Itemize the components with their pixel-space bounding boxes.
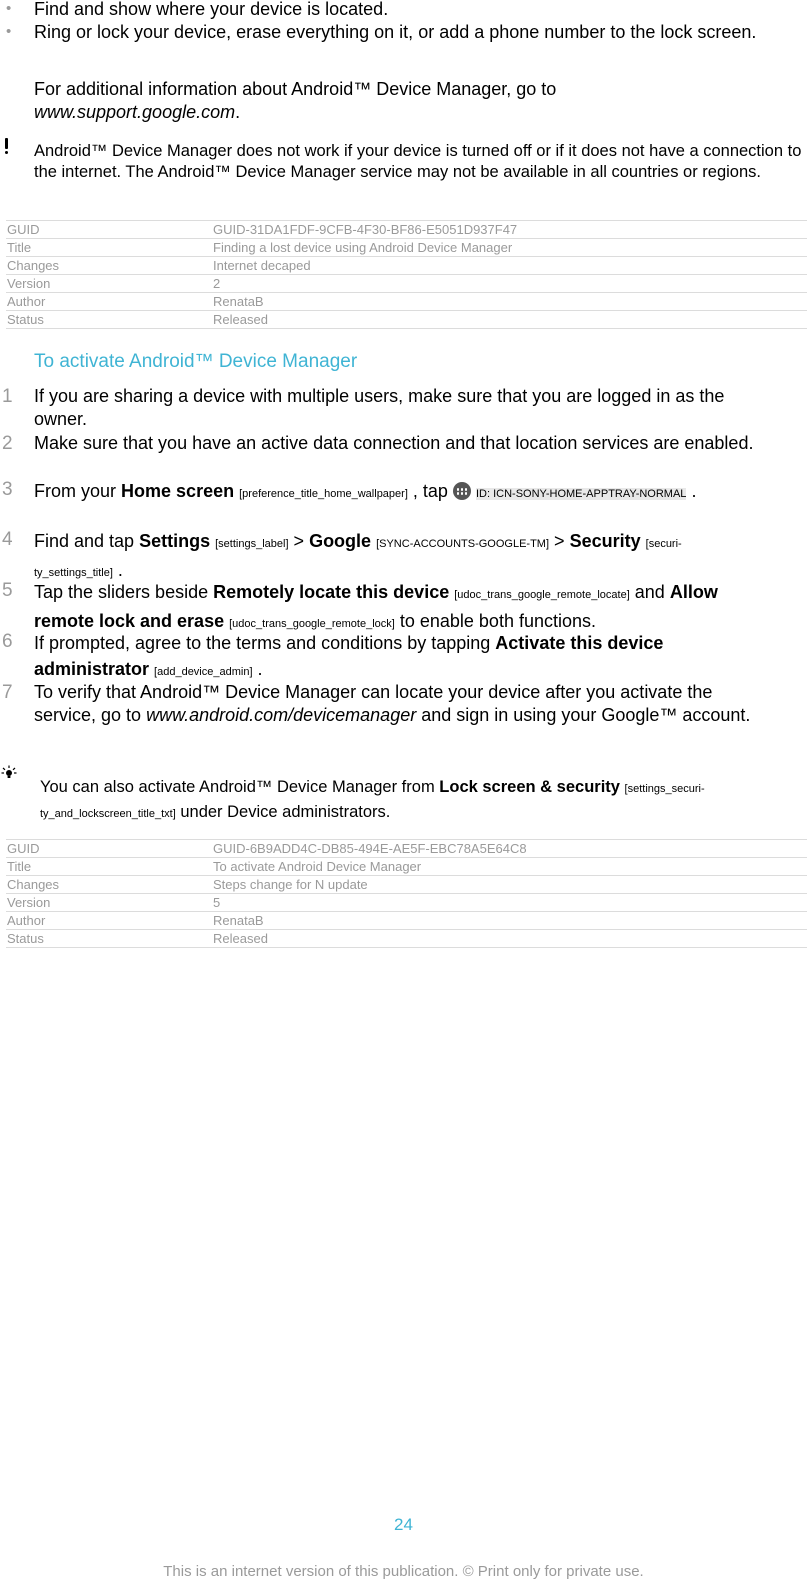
meta-key: Version	[6, 275, 212, 293]
lightbulb-icon	[1, 764, 17, 780]
path-separator: >	[293, 531, 305, 551]
step-3	[34, 478, 724, 507]
step-text: , tap	[412, 481, 448, 501]
settings-label: Settings	[139, 531, 211, 551]
meta-key: GUID	[6, 840, 212, 858]
meta-key: GUID	[6, 221, 212, 239]
activate-admin-label: Activate this device administrator	[34, 633, 664, 679]
section-heading: To activate Android™ Device Manager	[34, 351, 358, 372]
devicemanager-link[interactable]: www.android.com/devicemanager	[146, 705, 417, 725]
step-end: .	[257, 659, 263, 679]
app-tray-icon	[453, 482, 471, 500]
step-text: To verify that Android™ Device Manager can locate your device after you activate the service, go to	[34, 682, 713, 725]
meta-value: RenataB	[212, 293, 807, 311]
tip-note	[40, 776, 780, 826]
step-text: From your	[34, 481, 117, 501]
step-number: 2	[2, 433, 13, 454]
string-tag: [SYNC-ACCOUNTS-GOOGLE-TM]	[376, 538, 550, 550]
home-screen-label: Home screen	[121, 481, 235, 501]
string-tag: [settings_label]	[215, 538, 289, 550]
table-row	[6, 221, 807, 239]
meta-key: Title	[6, 239, 212, 257]
step-1: If you are sharing a device with multiple users, make sure that you are logged in as the owner.	[34, 386, 725, 429]
meta-value: 5	[212, 894, 807, 912]
step-number: 3	[2, 479, 13, 500]
step-end: .	[117, 560, 123, 580]
remote-lock-label: Allow remote lock and erase	[34, 582, 718, 631]
step-number: 6	[2, 631, 13, 652]
security-label: Security	[569, 531, 641, 551]
step-end: .	[691, 481, 697, 501]
meta-value: RenataB	[212, 912, 807, 930]
metadata-table	[6, 220, 807, 329]
bullet-marker: •	[6, 23, 12, 40]
meta-key: Version	[6, 894, 212, 912]
step-text: If prompted, agree to the terms and conditions by tapping	[34, 633, 491, 653]
table-row	[6, 293, 807, 311]
step-7	[34, 681, 764, 727]
string-tag: [securi-ty_settings_title]	[34, 538, 682, 579]
table-row	[6, 311, 807, 329]
step-number: 7	[2, 682, 13, 703]
meta-value: Internet decaped	[212, 257, 807, 275]
table-row	[6, 912, 807, 930]
step-number: 5	[2, 580, 13, 601]
string-tag: [preference_title_home_wallpaper]	[239, 488, 408, 500]
remote-locate-label: Remotely locate this device	[213, 582, 450, 602]
step-2: Make sure that you have an active data connection and that location services are enabled.	[34, 433, 754, 453]
meta-key: Title	[6, 858, 212, 876]
step-4	[34, 528, 759, 586]
meta-value: GUID-31DA1FDF-9CFB-4F30-BF86-E5051D937F47	[212, 221, 807, 239]
table-row	[6, 257, 807, 275]
footer-note: This is an internet version of this publication. © Print only for private use.	[163, 1563, 644, 1580]
table-row	[6, 930, 807, 948]
step-6	[34, 630, 774, 685]
meta-value: Finding a lost device using Android Device Manager	[212, 239, 807, 257]
table-row	[6, 275, 807, 293]
meta-value: GUID-6B9ADD4C-DB85-494E-AE5F-EBC78A5E64C8	[212, 840, 807, 858]
meta-value: 2	[212, 275, 807, 293]
meta-key: Status	[6, 311, 212, 329]
table-row	[6, 858, 807, 876]
step-number: 4	[2, 529, 13, 550]
more-info-paragraph	[34, 78, 734, 124]
table-row	[6, 894, 807, 912]
meta-value: To activate Android Device Manager	[212, 858, 807, 876]
step-text: and	[634, 582, 665, 602]
bullet-marker: •	[6, 0, 12, 17]
step-end: and sign in using your Google™ account.	[421, 705, 751, 725]
page-number: 24	[394, 1515, 413, 1534]
more-info-text: For additional information about Android™ Device Manager, go to	[34, 79, 557, 99]
icon-id-tag: ID: ICN-SONY-HOME-APPTRAY-NORMAL	[475, 488, 687, 500]
step-end: to enable both functions.	[399, 611, 597, 631]
table-row	[6, 840, 807, 858]
more-info-end: .	[235, 102, 241, 122]
table-row	[6, 876, 807, 894]
meta-value: Steps change for N update	[212, 876, 807, 894]
string-tag: [add_device_admin]	[154, 666, 253, 678]
string-tag: [udoc_trans_google_remote_locate]	[454, 589, 630, 601]
path-separator: >	[554, 531, 565, 551]
warning-note: Android™ Device Manager does not work if your device is turned off or if it does not have a connection to the internet. The Android™ Device Manager service may not be available in all countries or regions.	[34, 142, 802, 181]
tip-end: under Device administrators.	[180, 803, 391, 821]
meta-key: Author	[6, 293, 212, 311]
step-5	[34, 579, 774, 637]
tip-text: You can also activate Android™ Device Manager from	[40, 778, 435, 796]
support-link[interactable]: www.support.google.com	[34, 102, 236, 122]
meta-key: Author	[6, 912, 212, 930]
string-tag: [settings_securi-ty_and_lockscreen_title_txt]	[40, 783, 705, 820]
step-number: 1	[2, 386, 13, 407]
lock-screen-security-label: Lock screen & security	[439, 778, 620, 796]
exclamation-icon	[4, 138, 10, 154]
meta-key: Status	[6, 930, 212, 948]
bullet-item: Ring or lock your device, erase everything on it, or add a phone number to the lock screen.	[34, 22, 757, 42]
step-text: Tap the sliders beside	[34, 582, 209, 602]
meta-key: Changes	[6, 876, 212, 894]
table-row	[6, 239, 807, 257]
step-text: Find and tap	[34, 531, 135, 551]
string-tag: [udoc_trans_google_remote_lock]	[229, 618, 395, 630]
metadata-table	[6, 839, 807, 948]
google-label: Google	[309, 531, 372, 551]
bullet-item: Find and show where your device is located.	[34, 0, 389, 19]
meta-value: Released	[212, 930, 807, 948]
meta-value: Released	[212, 311, 807, 329]
meta-key: Changes	[6, 257, 212, 275]
